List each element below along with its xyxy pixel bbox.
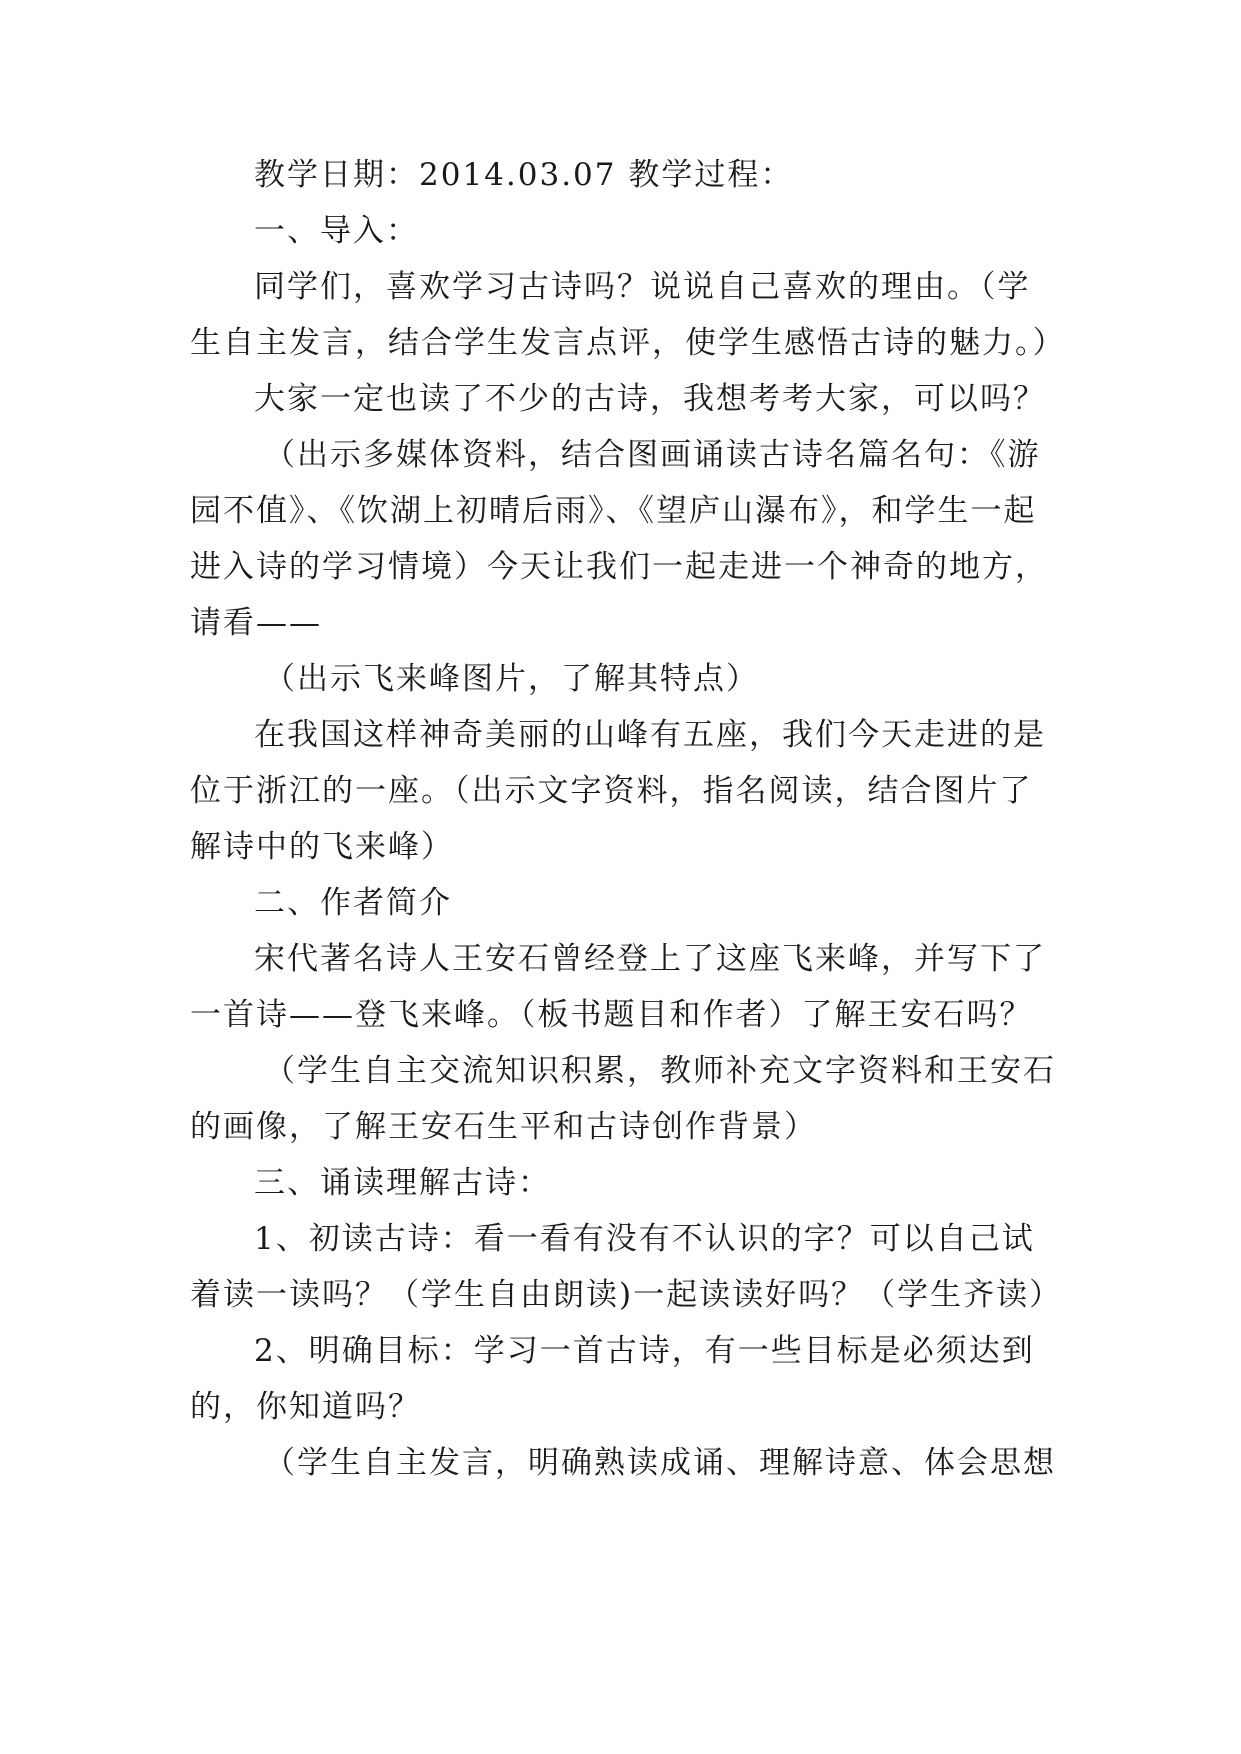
section-heading-author: 二、作者简介 — [254, 885, 452, 921]
paragraph-line: 宋代著名诗人王安石曾经登上了这座飞来峰，并写下了 — [254, 941, 1046, 977]
paragraph-line: 生自主发言，结合学生发言点评，使学生感悟古诗的魅力。） — [190, 325, 1066, 361]
paragraph-line: 大家一定也读了不少的古诗，我想考考大家，可以吗？ — [254, 381, 1046, 417]
paragraph-line: （学生自主交流知识积累，教师补充文字资料和王安石 — [264, 1053, 1056, 1089]
paragraph-line: 请看—— — [190, 605, 322, 641]
paragraph-line: （出示飞来峰图片，了解其特点） — [264, 661, 759, 697]
paragraph-line: （出示多媒体资料，结合图画诵读古诗名篇名句：《游 — [264, 437, 1041, 473]
teaching-date-line: 教学日期：2014.03.07 教学过程： — [254, 157, 794, 193]
paragraph-line: 位于浙江的一座。（出示文字资料，指名阅读，结合图片了 — [190, 773, 1033, 809]
paragraph-line: 的，你知道吗？ — [190, 1389, 421, 1425]
paragraph-line: 一首诗——登飞来峰。（板书题目和作者）了解王安石吗？ — [190, 997, 1033, 1033]
paragraph-line: 同学们，喜欢学习古诗吗？说说自己喜欢的理由。（学 — [254, 269, 1031, 305]
paragraph-line: 园不值》、《饮湖上初晴后雨》、《望庐山瀑布》，和学生一起 — [190, 493, 1037, 529]
paragraph-line: 1、初读古诗：看一看有没有不认识的字？可以自己试 — [254, 1221, 1035, 1257]
paragraph-line: （学生自主发言，明确熟读成诵、理解诗意、体会思想 — [264, 1445, 1056, 1481]
paragraph-line: 解诗中的飞来峰） — [190, 829, 454, 865]
paragraph-line: 的画像，了解王安石生平和古诗创作背景） — [190, 1109, 817, 1145]
section-heading-reading: 三、诵读理解古诗： — [254, 1165, 551, 1201]
paragraph-line: 着读一读吗？（学生自由朗读)一起读读好吗？（学生齐读） — [190, 1277, 1063, 1313]
paragraph-line: 进入诗的学习情境）今天让我们一起走进一个神奇的地方， — [190, 549, 1048, 585]
section-heading-intro: 一、导入： — [254, 213, 419, 249]
paragraph-line: 在我国这样神奇美丽的山峰有五座，我们今天走进的是 — [254, 717, 1046, 753]
paragraph-line: 2、明确目标：学习一首古诗，有一些目标是必须达到 — [254, 1333, 1035, 1369]
